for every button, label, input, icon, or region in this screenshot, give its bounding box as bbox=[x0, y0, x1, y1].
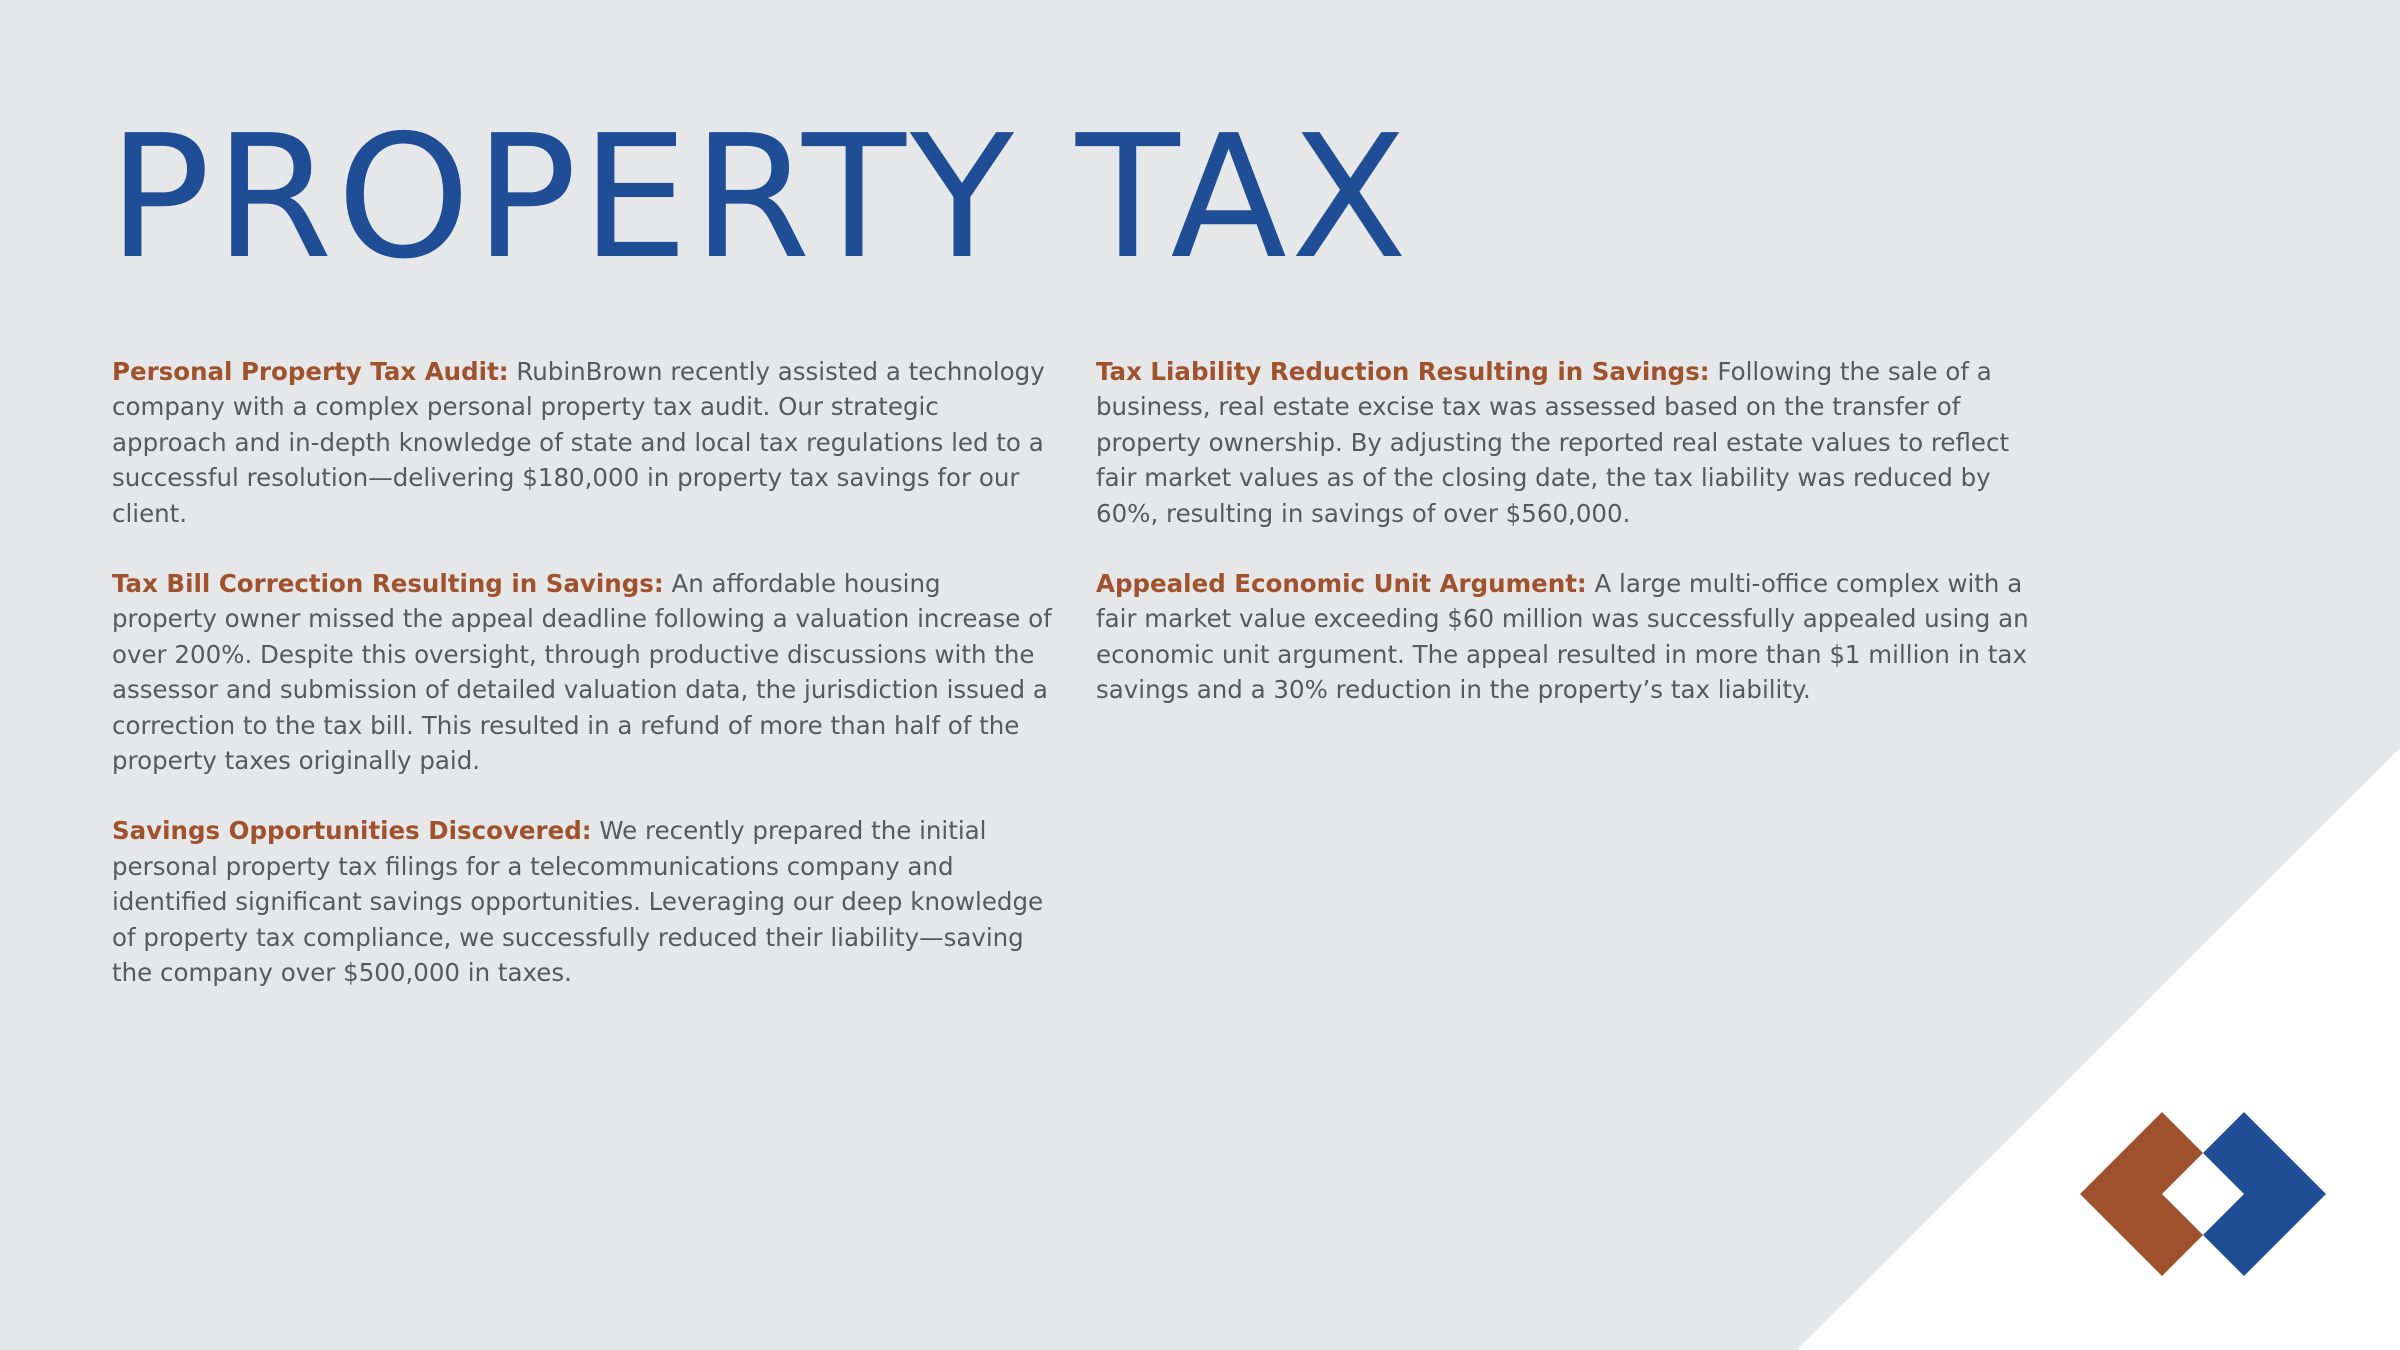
section-tax-liability-reduction bbox=[1096, 354, 2036, 531]
section-appealed-economic-unit bbox=[1096, 566, 2036, 708]
left-column bbox=[112, 354, 1052, 1026]
page-title: PROPERTY TAX bbox=[108, 99, 1412, 297]
section-heading: Personal Property Tax Audit: bbox=[112, 357, 509, 386]
section-body: A large multi-office complex with a fair market value exceeding $60 million was successfully appealed using an economic unit argument. The appeal resulted in more than $1 million in tax savings and a 30% reduction in the property’s tax liability. bbox=[1096, 569, 2029, 705]
section-heading: Tax Bill Correction Resulting in Savings: bbox=[112, 569, 664, 599]
section-savings-opportunities bbox=[112, 813, 1052, 990]
section-personal-property-tax-audit bbox=[112, 354, 1052, 531]
section-body: Following the sale of a business, real estate excise tax was assessed based on the transfer of property ownership. By adjusting the reported real estate values to reflect fair market values as of the closing date, the tax liability was reduced by 60%, resulting in savings of over $560,000. bbox=[1096, 357, 2010, 528]
section-tax-bill-correction bbox=[112, 566, 1052, 778]
section-body: An affordable housing property owner missed the appeal deadline following a valuation increase of over 200%. Despite this oversight, through productive discussions with the assessor and submission of detailed valuation data, the jurisdiction issued a correction to the tax bill. This resulted in a refund of more than half of the property taxes originally paid. bbox=[112, 569, 1052, 776]
right-column bbox=[1096, 354, 2036, 743]
section-heading: Tax Liability Reduction Resulting in Savings: bbox=[1096, 357, 1710, 386]
rubinbrown-logo-icon bbox=[2080, 1112, 2326, 1276]
section-heading: Appealed Economic Unit Argument: bbox=[1096, 569, 1587, 599]
section-body: RubinBrown recently assisted a technology company with a complex personal property tax audit. Our strategic approach and in-depth knowledge of state and local tax regulations led to a successful resolution—delivering $180,000 in property tax savings for our client. bbox=[112, 357, 1045, 528]
section-heading: Savings Opportunities Discovered: bbox=[112, 816, 592, 846]
section-body: We recently prepared the initial personal property tax filings for a telecommunications company and identified significant savings opportunities. Leveraging our deep knowledge of property tax compliance, we successfully reduced their liability—saving the company over $500,000 in taxes. bbox=[112, 816, 1044, 988]
